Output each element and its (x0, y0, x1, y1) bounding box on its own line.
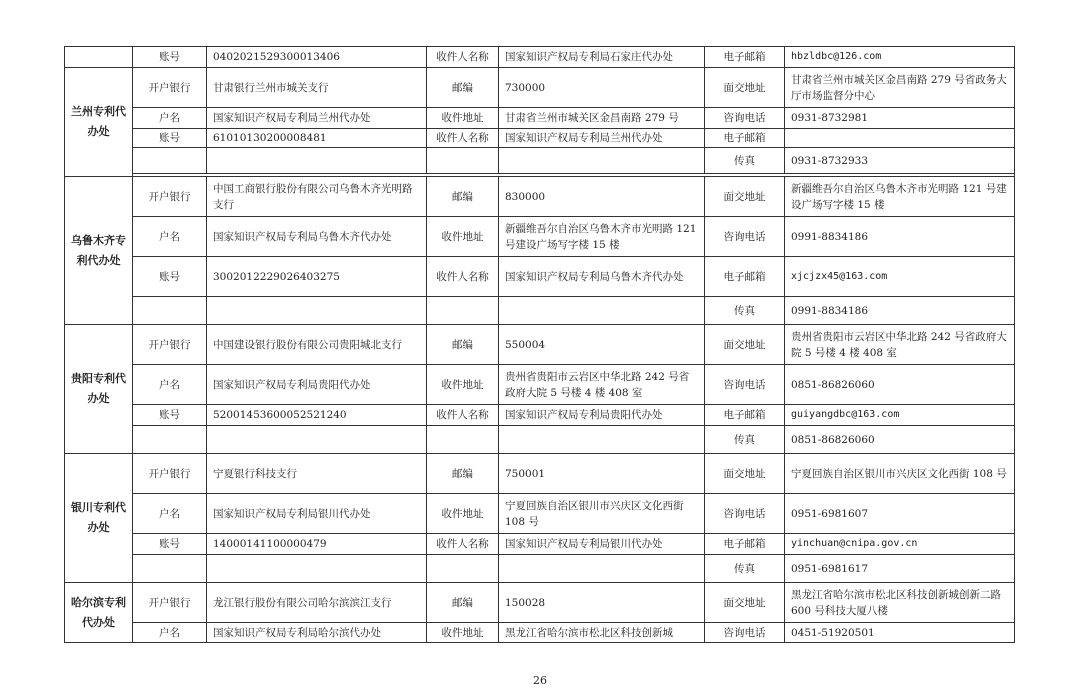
table-row (65, 129, 1015, 148)
recipient-value: 国家知识产权局专利局石家庄代办处 (499, 47, 705, 68)
email-value (785, 129, 1015, 148)
label-submit-address: 面交地址 (705, 68, 785, 108)
label-bank: 开户银行 (133, 68, 207, 108)
label-postcode: 邮编 (427, 68, 499, 108)
page-number: 26 (533, 674, 547, 687)
table-row (65, 534, 1015, 555)
empty-cell (499, 297, 705, 325)
office-name: 贵阳专利代办处 (65, 325, 133, 454)
label-holder: 户名 (133, 365, 207, 405)
email-value: yinchuan@cnipa.gov.cn (785, 534, 1015, 555)
empty-cell (499, 148, 705, 174)
table-row (65, 108, 1015, 129)
recipient-value: 国家知识产权局专利局乌鲁木齐代办处 (499, 257, 705, 297)
label-submit-address: 面交地址 (705, 454, 785, 494)
label-submit-address: 面交地址 (705, 583, 785, 623)
label-fax: 传真 (705, 148, 785, 174)
empty-cell (133, 555, 207, 583)
table-row (65, 297, 1015, 325)
label-account: 账号 (133, 257, 207, 297)
label-holder: 户名 (133, 623, 207, 643)
label-address: 收件地址 (427, 217, 499, 257)
table-row (65, 47, 1015, 68)
submit-address-value: 新疆维吾尔自治区乌鲁木齐市光明路 121 号建设广场写字楼 15 楼 (785, 177, 1015, 217)
email-value: hbzldbc@126.com (785, 47, 1015, 68)
bank-value: 中国工商银行股份有限公司乌鲁木齐光明路支行 (207, 177, 427, 217)
office-name: 银川专利代办处 (65, 454, 133, 583)
table-row (65, 217, 1015, 257)
label-recipient: 收件人名称 (427, 257, 499, 297)
table-row (65, 148, 1015, 174)
holder-value: 国家知识产权局专利局兰州代办处 (207, 108, 427, 129)
empty-cell (499, 426, 705, 454)
postcode-value: 830000 (499, 177, 705, 217)
label-email: 电子邮箱 (705, 257, 785, 297)
table-row (65, 454, 1015, 494)
label-bank: 开户银行 (133, 177, 207, 217)
holder-value: 国家知识产权局专利局银川代办处 (207, 494, 427, 534)
empty-cell (207, 297, 427, 325)
account-value: 52001453600052521240 (207, 405, 427, 426)
submit-address-value: 黑龙江省哈尔滨市松北区科技创新城创新二路 600 号科技大厦八楼 (785, 583, 1015, 623)
postcode-value: 150028 (499, 583, 705, 623)
bank-value: 中国建设银行股份有限公司贵阳城北支行 (207, 325, 427, 365)
submit-address-value: 贵州省贵阳市云岩区中华北路 242 号省政府大院 5 号楼 4 楼 408 室 (785, 325, 1015, 365)
label-recipient: 收件人名称 (427, 47, 499, 68)
empty-cell (133, 148, 207, 174)
label-account: 账号 (133, 47, 207, 68)
bank-value: 宁夏银行科技支行 (207, 454, 427, 494)
fax-value: 0931-8732933 (785, 148, 1015, 174)
label-address: 收件地址 (427, 108, 499, 129)
empty-cell (207, 555, 427, 583)
label-phone: 咨询电话 (705, 108, 785, 129)
table-row (65, 555, 1015, 583)
label-email: 电子邮箱 (705, 47, 785, 68)
label-bank: 开户银行 (133, 583, 207, 623)
table-row (65, 426, 1015, 454)
label-account: 账号 (133, 129, 207, 148)
account-value: 14000141100000479 (207, 534, 427, 555)
empty-cell (207, 426, 427, 454)
empty-cell (427, 555, 499, 583)
agency-table (64, 46, 1015, 643)
table-row (65, 68, 1015, 108)
recipient-value: 国家知识产权局专利局兰州代办处 (499, 129, 705, 148)
label-phone: 咨询电话 (705, 217, 785, 257)
account-value: 0402021529300013406 (207, 47, 427, 68)
label-fax: 传真 (705, 297, 785, 325)
label-email: 电子邮箱 (705, 129, 785, 148)
label-recipient: 收件人名称 (427, 534, 499, 555)
email-value: guiyangdbc@163.com (785, 405, 1015, 426)
label-address: 收件地址 (427, 365, 499, 405)
label-fax: 传真 (705, 426, 785, 454)
table-row (65, 365, 1015, 405)
holder-value: 国家知识产权局专利局贵阳代办处 (207, 365, 427, 405)
label-postcode: 邮编 (427, 454, 499, 494)
phone-value: 0451-51920501 (785, 623, 1015, 643)
label-email: 电子邮箱 (705, 405, 785, 426)
address-value: 宁夏回族自治区银川市兴庆区文化西街 108 号 (499, 494, 705, 534)
address-value: 新疆维吾尔自治区乌鲁木齐市光明路 121 号建设广场写字楼 15 楼 (499, 217, 705, 257)
phone-value: 0991-8834186 (785, 217, 1015, 257)
table-row (65, 325, 1015, 365)
empty-cell (133, 297, 207, 325)
submit-address-value: 宁夏回族自治区银川市兴庆区文化西街 108 号 (785, 454, 1015, 494)
label-account: 账号 (133, 405, 207, 426)
label-holder: 户名 (133, 217, 207, 257)
office-name: 兰州专利代办处 (65, 68, 133, 177)
label-phone: 咨询电话 (705, 623, 785, 643)
label-recipient: 收件人名称 (427, 129, 499, 148)
recipient-value: 国家知识产权局专利局银川代办处 (499, 534, 705, 555)
empty-cell (207, 148, 427, 174)
account-value: 3002012229026403275 (207, 257, 427, 297)
empty-cell (427, 148, 499, 174)
label-submit-address: 面交地址 (705, 177, 785, 217)
empty-cell (427, 297, 499, 325)
office-name: 哈尔滨专利代办处 (65, 583, 133, 643)
address-value: 黑龙江省哈尔滨市松北区科技创新城 (499, 623, 705, 643)
label-postcode: 邮编 (427, 325, 499, 365)
label-address: 收件地址 (427, 494, 499, 534)
address-value: 贵州省贵阳市云岩区中华北路 242 号省政府大院 5 号楼 4 楼 408 室 (499, 365, 705, 405)
label-postcode: 邮编 (427, 583, 499, 623)
account-value: 61010130200008481 (207, 129, 427, 148)
phone-value: 0951-6981607 (785, 494, 1015, 534)
bank-value: 甘肃银行兰州市城关支行 (207, 68, 427, 108)
phone-value: 0931-8732981 (785, 108, 1015, 129)
fax-value: 0951-6981617 (785, 555, 1015, 583)
holder-value: 国家知识产权局专利局乌鲁木齐代办处 (207, 217, 427, 257)
postcode-value: 730000 (499, 68, 705, 108)
empty-cell (133, 426, 207, 454)
label-fax: 传真 (705, 555, 785, 583)
address-value: 甘肃省兰州市城关区金昌南路 279 号 (499, 108, 705, 129)
label-bank: 开户银行 (133, 325, 207, 365)
phone-value: 0851-86826060 (785, 365, 1015, 405)
recipient-value: 国家知识产权局专利局贵阳代办处 (499, 405, 705, 426)
label-address: 收件地址 (427, 623, 499, 643)
fax-value: 0991-8834186 (785, 297, 1015, 325)
table-row (65, 177, 1015, 217)
label-account: 账号 (133, 534, 207, 555)
label-submit-address: 面交地址 (705, 325, 785, 365)
office-cell (65, 47, 133, 68)
empty-cell (499, 555, 705, 583)
email-value: xjcjzx45@163.com (785, 257, 1015, 297)
office-name: 乌鲁木齐专利代办处 (65, 177, 133, 325)
fax-value: 0851-86826060 (785, 426, 1015, 454)
table-row (65, 494, 1015, 534)
table-row (65, 405, 1015, 426)
postcode-value: 750001 (499, 454, 705, 494)
label-email: 电子邮箱 (705, 534, 785, 555)
label-phone: 咨询电话 (705, 494, 785, 534)
postcode-value: 550004 (499, 325, 705, 365)
label-holder: 户名 (133, 108, 207, 129)
holder-value: 国家知识产权局专利局哈尔滨代办处 (207, 623, 427, 643)
bank-value: 龙江银行股份有限公司哈尔滨滨江支行 (207, 583, 427, 623)
label-recipient: 收件人名称 (427, 405, 499, 426)
submit-address-value: 甘肃省兰州市城关区金昌南路 279 号省政务大厅市场监督分中心 (785, 68, 1015, 108)
table-row (65, 257, 1015, 297)
label-phone: 咨询电话 (705, 365, 785, 405)
label-postcode: 邮编 (427, 177, 499, 217)
empty-cell (427, 426, 499, 454)
table-row (65, 623, 1015, 643)
label-bank: 开户银行 (133, 454, 207, 494)
table-row (65, 583, 1015, 623)
label-holder: 户名 (133, 494, 207, 534)
